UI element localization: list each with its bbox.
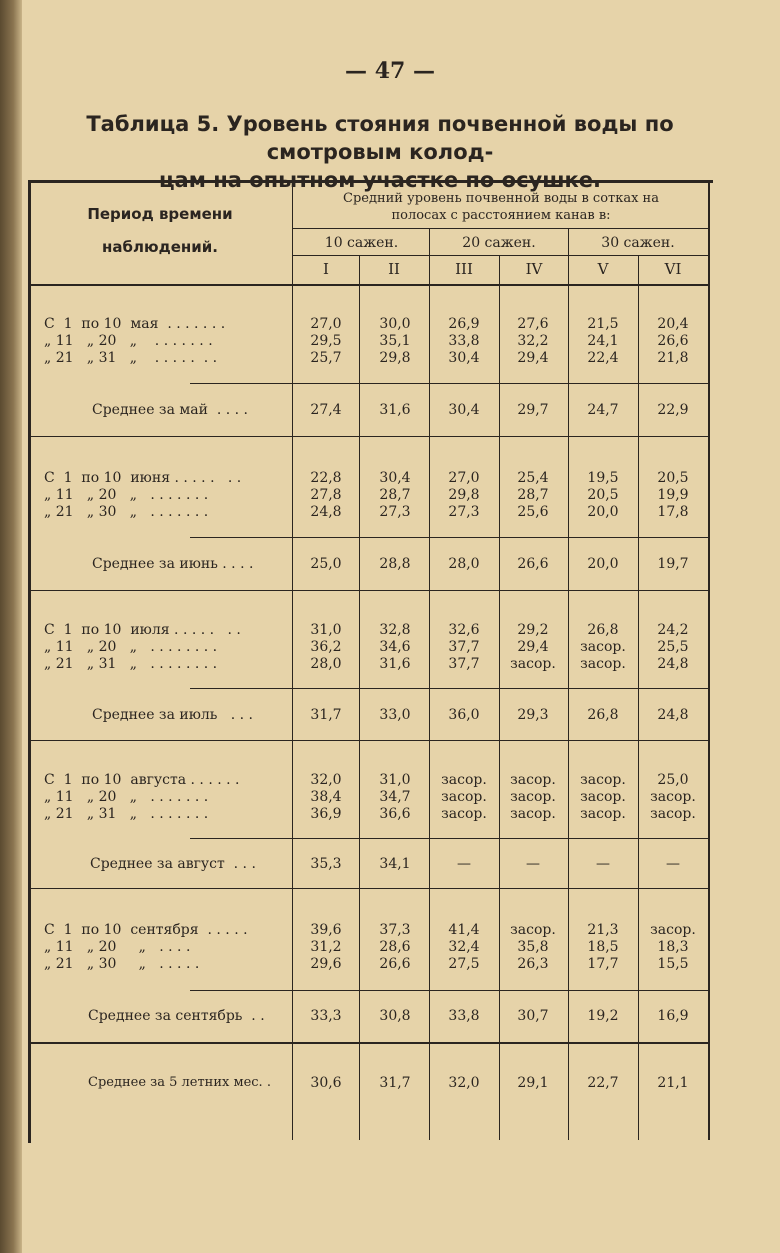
- value-cell: 28,0: [310, 656, 342, 672]
- value-cell: 29,8: [379, 350, 411, 366]
- avg-cell: 22,9: [657, 402, 689, 418]
- value-cell: 19,9: [657, 487, 689, 503]
- value-cell: 25,7: [310, 350, 342, 366]
- row-label: С 1 по 10 сентября . . . . .: [44, 922, 248, 938]
- value-cell: 35,1: [379, 333, 411, 349]
- value-cell: 21,8: [657, 350, 689, 366]
- book-spine: [0, 0, 22, 1253]
- avg-cell: 26,8: [587, 707, 619, 723]
- value-cell: 29,4: [517, 350, 549, 366]
- row-label: С 1 по 10 августа . . . . . .: [44, 772, 240, 788]
- row-label: „ 11 „ 20 „ . . . . . . .: [44, 789, 209, 805]
- value-cell: 20,4: [657, 316, 689, 332]
- row-label: „ 11 „ 20 „ . . . .: [44, 939, 191, 955]
- value-cell: 27,8: [310, 487, 342, 503]
- value-cell: 29,5: [310, 333, 342, 349]
- row-label: „ 21 „ 30 „ . . . . .: [44, 956, 200, 972]
- avg-cell: 35,3: [310, 856, 342, 872]
- avg-cell: 30,8: [379, 1008, 411, 1024]
- header-rule-1: [293, 228, 708, 229]
- avg-cell: 33,0: [379, 707, 411, 723]
- row-rule: [30, 1042, 710, 1044]
- value-cell: засор.: [510, 922, 556, 938]
- value-cell: 26,6: [379, 956, 411, 972]
- col-line-1: [359, 255, 360, 1140]
- header-rule-2: [293, 255, 708, 256]
- value-cell: 30,0: [379, 316, 411, 332]
- value-cell: засор.: [441, 806, 487, 822]
- value-cell: 22,8: [310, 470, 342, 486]
- avg-cell: 34,1: [379, 856, 411, 872]
- value-cell: 37,3: [379, 922, 411, 938]
- total-cell: 30,6: [310, 1075, 342, 1091]
- avg-cell: —: [526, 856, 540, 872]
- value-cell: 19,5: [587, 470, 619, 486]
- row-label: С 1 по 10 июля . . . . . . .: [44, 622, 241, 638]
- distance-10: 10 сажен.: [324, 235, 399, 251]
- value-cell: 26,8: [587, 622, 619, 638]
- row-rule: [30, 436, 710, 437]
- value-cell: 34,6: [379, 639, 411, 655]
- value-cell: 27,3: [448, 504, 480, 520]
- col-line-4: [568, 228, 569, 1140]
- value-cell: 27,0: [448, 470, 480, 486]
- value-cell: засор.: [650, 922, 696, 938]
- value-cell: 25,4: [517, 470, 549, 486]
- page-number: — 47 —: [345, 58, 435, 84]
- value-cell: 25,6: [517, 504, 549, 520]
- row-label: С 1 по 10 мая . . . . . . .: [44, 316, 226, 332]
- avg-cell: 31,7: [310, 707, 342, 723]
- col-line-5: [638, 255, 639, 1140]
- row-label: „ 11 „ 20 „ . . . . . . . .: [44, 639, 218, 655]
- value-cell: 22,4: [587, 350, 619, 366]
- value-cell: 29,6: [310, 956, 342, 972]
- value-cell: 37,7: [448, 656, 480, 672]
- distance-20: 20 сажен.: [462, 235, 536, 251]
- avg-label: Среднее за май . . . .: [92, 402, 248, 418]
- total-cell: 21,1: [657, 1075, 689, 1091]
- avg-cell: 20,0: [587, 556, 619, 572]
- header-main: Средний уровень почвенной воды в сотках на: [343, 191, 659, 206]
- value-cell: засор.: [441, 772, 487, 788]
- value-cell: 28,7: [379, 487, 411, 503]
- avg-cell: 25,0: [310, 556, 342, 572]
- row-rule: [30, 740, 710, 741]
- value-cell: 29,8: [448, 487, 480, 503]
- value-cell: засор.: [580, 789, 626, 805]
- row-rule: [30, 888, 710, 889]
- row-rule: [190, 688, 710, 689]
- value-cell: 32,4: [448, 939, 480, 955]
- row-rule: [190, 990, 710, 991]
- value-cell: 27,6: [517, 316, 549, 332]
- value-cell: 24,1: [587, 333, 619, 349]
- avg-cell: 28,8: [379, 556, 411, 572]
- avg-label: Среднее за август . . .: [90, 856, 256, 872]
- value-cell: 26,3: [517, 956, 549, 972]
- value-cell: 24,8: [310, 504, 342, 520]
- value-cell: 31,6: [379, 656, 411, 672]
- value-cell: 25,0: [657, 772, 689, 788]
- value-cell: 27,5: [448, 956, 480, 972]
- avg-cell: —: [666, 856, 680, 872]
- row-label: „ 21 „ 31 „ . . . . . . . .: [44, 656, 218, 672]
- value-cell: 25,5: [657, 639, 689, 655]
- value-cell: 32,0: [310, 772, 342, 788]
- total-label: Среднее за 5 летних мес. .: [88, 1075, 271, 1090]
- value-cell: засор.: [510, 806, 556, 822]
- well-I: I: [323, 260, 329, 278]
- avg-label: Среднее за июль . . .: [92, 707, 253, 723]
- avg-cell: —: [457, 856, 471, 872]
- avg-cell: 30,4: [448, 402, 480, 418]
- avg-cell: 24,7: [587, 402, 619, 418]
- value-cell: 28,7: [517, 487, 549, 503]
- row-label: С 1 по 10 июня . . . . . . .: [44, 470, 242, 486]
- value-cell: 29,4: [517, 639, 549, 655]
- row-label: „ 11 „ 20 „ . . . . . . .: [44, 487, 209, 503]
- avg-cell: 24,8: [657, 707, 689, 723]
- value-cell: 38,4: [310, 789, 342, 805]
- value-cell: 24,8: [657, 656, 689, 672]
- row-label: „ 21 „ 30 „ . . . . . . .: [44, 504, 209, 520]
- value-cell: 31,0: [379, 772, 411, 788]
- value-cell: 29,2: [517, 622, 549, 638]
- value-cell: 18,3: [657, 939, 689, 955]
- value-cell: 39,6: [310, 922, 342, 938]
- value-cell: 17,7: [587, 956, 619, 972]
- well-VI: VI: [664, 260, 682, 278]
- row-rule: [190, 838, 710, 839]
- value-cell: 32,6: [448, 622, 480, 638]
- value-cell: 17,8: [657, 504, 689, 520]
- avg-cell: 33,3: [310, 1008, 342, 1024]
- total-cell: 32,0: [448, 1075, 480, 1091]
- value-cell: 20,0: [587, 504, 619, 520]
- value-cell: засор.: [441, 789, 487, 805]
- avg-cell: 28,0: [448, 556, 480, 572]
- value-cell: засор.: [580, 806, 626, 822]
- value-cell: 34,7: [379, 789, 411, 805]
- avg-cell: 36,0: [448, 707, 480, 723]
- col-line-right: [708, 180, 710, 1140]
- title-line-1: Таблица 5. Уровень стояния почвенной воды по смотровым колод-: [86, 112, 674, 164]
- avg-cell: 26,6: [517, 556, 549, 572]
- value-cell: 20,5: [657, 470, 689, 486]
- header-period: Период времени: [87, 205, 233, 223]
- value-cell: 31,0: [310, 622, 342, 638]
- well-V: V: [597, 260, 609, 278]
- value-cell: 31,2: [310, 939, 342, 955]
- value-cell: 35,8: [517, 939, 549, 955]
- avg-cell: 33,8: [448, 1008, 480, 1024]
- avg-cell: 29,7: [517, 402, 549, 418]
- title-line-2: цам на опытном участке по осушке.: [158, 168, 601, 192]
- avg-cell: 16,9: [657, 1008, 689, 1024]
- row-rule: [30, 590, 710, 591]
- avg-label: Среднее за сентябрь . .: [88, 1008, 265, 1024]
- avg-cell: 19,7: [657, 556, 689, 572]
- avg-label: Среднее за июнь . . . .: [92, 556, 254, 572]
- value-cell: засор.: [510, 772, 556, 788]
- value-cell: 33,8: [448, 333, 480, 349]
- avg-cell: 30,7: [517, 1008, 549, 1024]
- value-cell: 24,2: [657, 622, 689, 638]
- value-cell: 36,9: [310, 806, 342, 822]
- row-label: „ 21 „ 31 „ . . . . . . .: [44, 806, 209, 822]
- row-rule: [190, 383, 710, 384]
- avg-cell: —: [596, 856, 610, 872]
- value-cell: 41,4: [448, 922, 480, 938]
- avg-cell: 29,3: [517, 707, 549, 723]
- row-rule: [190, 537, 710, 538]
- total-cell: 29,1: [517, 1075, 549, 1091]
- value-cell: засор.: [650, 789, 696, 805]
- total-cell: 22,7: [587, 1075, 619, 1091]
- value-cell: 26,6: [657, 333, 689, 349]
- value-cell: засор.: [650, 806, 696, 822]
- value-cell: засор.: [580, 772, 626, 788]
- value-cell: засор.: [510, 789, 556, 805]
- value-cell: 21,5: [587, 316, 619, 332]
- row-label: „ 11 „ 20 „ . . . . . . .: [44, 333, 213, 349]
- value-cell: 15,5: [657, 956, 689, 972]
- value-cell: 36,2: [310, 639, 342, 655]
- well-II: II: [388, 260, 400, 278]
- value-cell: 36,6: [379, 806, 411, 822]
- value-cell: 18,5: [587, 939, 619, 955]
- value-cell: 21,3: [587, 922, 619, 938]
- value-cell: 32,2: [517, 333, 549, 349]
- value-cell: 37,7: [448, 639, 480, 655]
- header-rule-bottom: [30, 284, 710, 286]
- avg-cell: 27,4: [310, 402, 342, 418]
- value-cell: 28,6: [379, 939, 411, 955]
- value-cell: засор.: [510, 656, 556, 672]
- value-cell: 30,4: [448, 350, 480, 366]
- total-cell: 31,7: [379, 1075, 411, 1091]
- value-cell: засор.: [580, 656, 626, 672]
- avg-cell: 31,6: [379, 402, 411, 418]
- distance-30: 30 сажен.: [601, 235, 675, 251]
- value-cell: 20,5: [587, 487, 619, 503]
- value-cell: 27,0: [310, 316, 342, 332]
- well-III: III: [455, 260, 473, 278]
- col-line-2: [429, 228, 430, 1140]
- value-cell: 32,8: [379, 622, 411, 638]
- row-label: „ 21 „ 31 „ . . . . . . .: [44, 350, 218, 366]
- value-cell: засор.: [580, 639, 626, 655]
- header-main-2: полосах с расстоянием канав в:: [391, 208, 611, 223]
- well-IV: IV: [525, 260, 543, 278]
- value-cell: 30,4: [379, 470, 411, 486]
- value-cell: 27,3: [379, 504, 411, 520]
- avg-cell: 19,2: [587, 1008, 619, 1024]
- header-period-2: наблюдений.: [102, 238, 218, 256]
- value-cell: 26,9: [448, 316, 480, 332]
